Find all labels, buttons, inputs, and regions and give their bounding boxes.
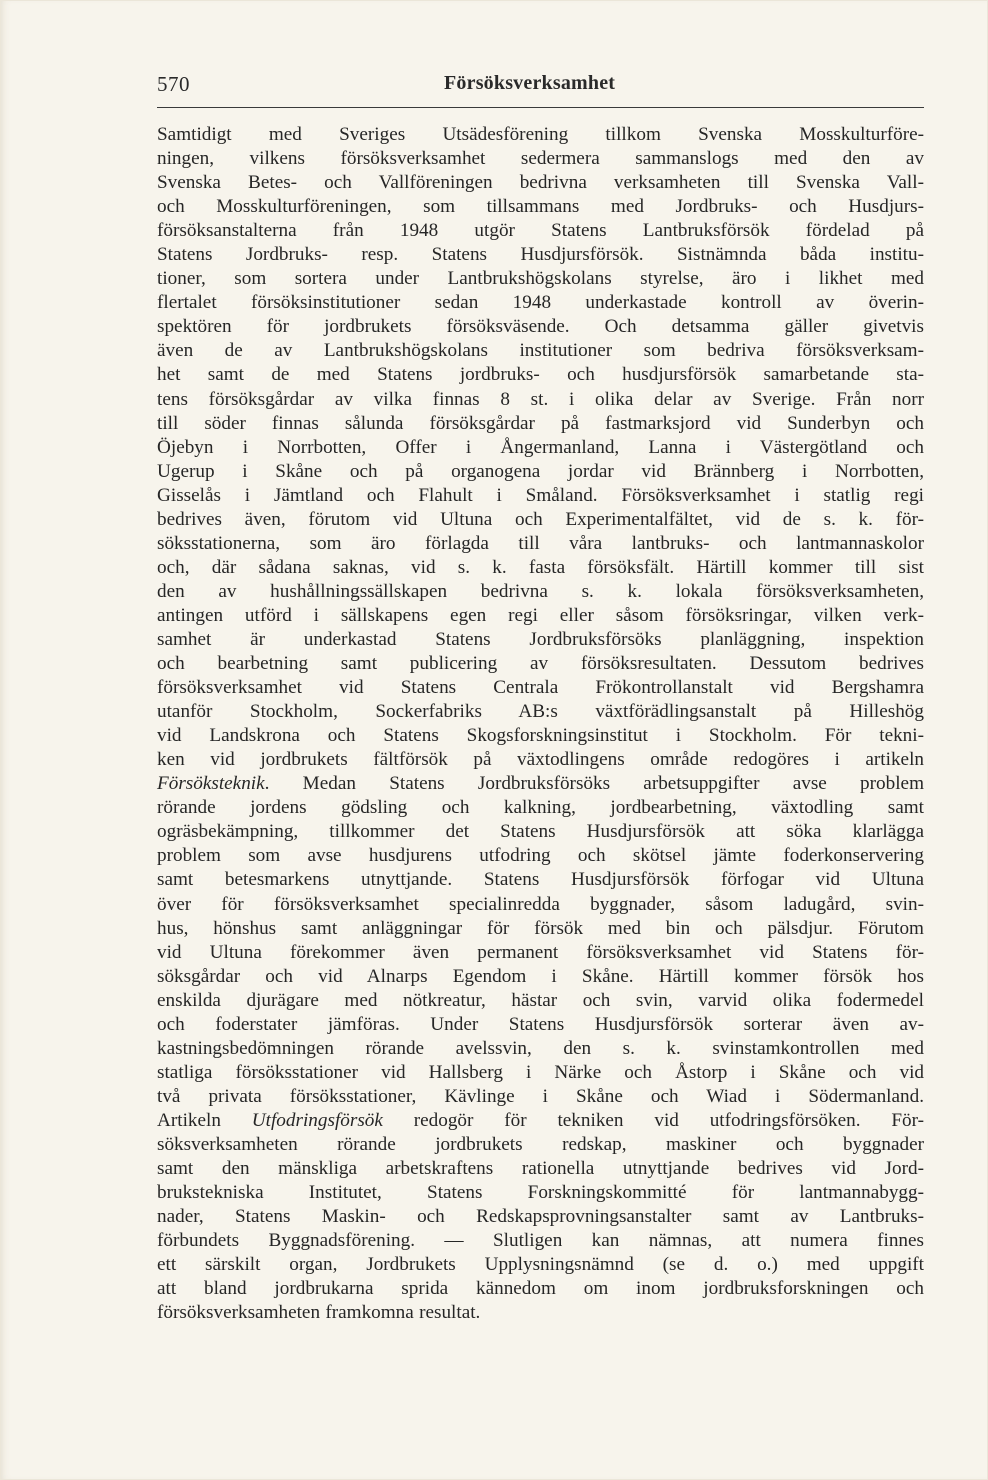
body-line: tioner, som sortera under Lantbrukshögskolans styrelse, äro i likhet med bbox=[157, 268, 924, 290]
body-line: den av hushållningssällskapen bedrivna s. k. lokala försöksverksamheten, bbox=[157, 580, 924, 602]
body-line: antingen utförd i sällskapens egen regi eller såsom försöksringar, vilken verk- bbox=[157, 604, 924, 626]
body-line: ett särskilt organ, Jordbrukets Upplysningsnämnd (se d. o.) med uppgift bbox=[157, 1254, 924, 1276]
body-line: ken vid jordbrukets fältförsök på växtodlingens område redogöres i artikeln bbox=[157, 749, 924, 771]
body-line: Ugerup i Skåne och på organogena jordar vid Brännberg i Norrbotten, bbox=[157, 460, 924, 482]
article-reference: Utfodringsförsök bbox=[251, 1109, 383, 1131]
header-rule bbox=[157, 107, 924, 108]
body-line: vid Ultuna förekommer även permanent försöksverksamhet vid Statens för- bbox=[157, 941, 924, 963]
body-line: Statens Jordbruks- resp. Statens Husdjursförsök. Sistnämnda båda institu- bbox=[157, 244, 924, 266]
body-line: Gisselås i Jämtland och Flahult i Småland. Försöksverksamhet i statlig regi bbox=[157, 484, 924, 506]
body-line: försöksanstalterna från 1948 utgör Statens Lantbruksförsök fördelad på bbox=[157, 220, 924, 242]
body-line: Försöksteknik. Medan Statens Jordbruksförsöks arbetsuppgifter avse problem bbox=[157, 773, 924, 795]
body-line: rörande jordens gödsling och kalkning, jordbearbetning, växtodling samt bbox=[157, 797, 924, 819]
body-line: Artikeln Utfodringsförsök redogör för tekniken vid utfodringsförsöken. För- bbox=[157, 1109, 924, 1131]
body-line: och bearbetning samt publicering av försöksresultaten. Dessutom bedrives bbox=[157, 653, 924, 675]
body-line: förbundets Byggnadsförening. — Slutligen kan nämnas, att numera finnes bbox=[157, 1230, 924, 1252]
article-reference: Försöksteknik bbox=[157, 773, 265, 795]
running-head bbox=[157, 70, 924, 104]
body-line: söksverksamheten rörande jordbrukets redskap, maskiner och byggnader bbox=[157, 1133, 924, 1155]
body-line: att bland jordbrukarna sprida kännedom om inom jordbruksforskningen och bbox=[157, 1278, 924, 1300]
body-line: spektören för jordbrukets försöksväsende. Och detsamma gäller givetvis bbox=[157, 316, 924, 338]
section-title: Försöksverksamhet bbox=[444, 72, 616, 94]
body-line: försöksverksamhet vid Statens Centrala Frökontrollanstalt vid Bergshamra bbox=[157, 677, 924, 699]
body-line: söksgårdar och vid Alnarps Egendom i Skåne. Härtill kommer försök hos bbox=[157, 965, 924, 987]
body-line: och, där sådana saknas, vid s. k. fasta försöksfält. Härtill kommer till sist bbox=[157, 556, 924, 578]
body-line: tens försöksgårdar av vilka finnas 8 st. i olika delar av Sverige. Från norr bbox=[157, 388, 924, 410]
body-line: Svenska Betes- och Vallföreningen bedrivna verksamheten till Svenska Vall- bbox=[157, 172, 924, 194]
body-line: samt den mänskliga arbetskraftens rationella utnyttjande bedrives vid Jord- bbox=[157, 1158, 924, 1180]
body-line: vid Landskrona och Statens Skogsforskningsinstitut i Stockholm. För tekni- bbox=[157, 725, 924, 747]
body-line: även de av Lantbrukshögskolans institutioner som bedriva försöksverksam- bbox=[157, 340, 924, 362]
body-line: bedrives även, förutom vid Ultuna och Experimentalfältet, vid de s. k. för- bbox=[157, 508, 924, 530]
body-line: nader, Statens Maskin- och Redskapsprovningsanstalter samt av Lantbruks- bbox=[157, 1206, 924, 1228]
body-line: ningen, vilkens försöksverksamhet sedermera sammanslogs med den av bbox=[157, 148, 924, 170]
body-line: försöksverksamheten framkomna resultat. bbox=[157, 1302, 481, 1324]
body-line: samt betesmarkens utnyttjande. Statens Husdjursförsök förfogar vid Ultuna bbox=[157, 869, 924, 891]
body-line: ogräsbekämpning, tillkommer det Statens Husdjursförsök att söka klarlägga bbox=[157, 821, 924, 843]
body-line: och Mosskulturföreningen, som tillsammans med Jordbruks- och Husdjurs- bbox=[157, 196, 924, 218]
body-line: enskilda djurägare med nötkreatur, hästar och svin, varvid olika fodermedel bbox=[157, 989, 924, 1011]
body-line: problem som avse husdjurens utfodring och skötsel jämte foderkonservering bbox=[157, 845, 924, 867]
body-line: flertalet försöksinstitutioner sedan 1948 underkastade kontroll av överin- bbox=[157, 292, 924, 314]
body-line: två privata försöksstationer, Kävlinge i Skåne och Wiad i Södermanland. bbox=[157, 1085, 924, 1107]
body-line: hus, hönshus samt anläggningar för försök med bin och pälsdjur. Förutom bbox=[157, 917, 924, 939]
body-line: brukstekniska Institutet, Statens Forskningskommitté för lantmannabygg- bbox=[157, 1182, 924, 1204]
body-line: utanför Stockholm, Sockerfabriks AB:s växtförädlingsanstalt på Hilleshög bbox=[157, 701, 924, 723]
body-line: statliga försöksstationer vid Hallsberg i Närke och Åstorp i Skåne och vid bbox=[157, 1061, 924, 1083]
body-line: het samt de med Statens jordbruks- och husdjursförsök samarbetande sta- bbox=[157, 364, 924, 386]
body-line: Öjebyn i Norrbotten, Offer i Ångermanland, Lanna i Västergötland och bbox=[157, 436, 924, 458]
article-body bbox=[157, 123, 924, 1325]
body-line: samhet är underkastad Statens Jordbruksförsöks planläggning, inspektion bbox=[157, 628, 924, 650]
body-line: söksstationerna, som äro förlagda till våra lantbruks- och lantmannaskolor bbox=[157, 532, 924, 554]
body-line: över för försöksverksamhet specialinredda byggnader, såsom ladugård, svin- bbox=[157, 893, 924, 915]
body-line: till söder finnas sålunda försöksgårdar på fastmarksjord vid Sunderbyn och bbox=[157, 412, 924, 434]
body-line: kastningsbedömningen rörande avelssvin, den s. k. svinstamkontrollen med bbox=[157, 1037, 924, 1059]
page-number: 570 bbox=[157, 72, 190, 96]
body-line: Samtidigt med Sveriges Utsädesförening tillkom Svenska Mosskulturföre- bbox=[157, 124, 924, 145]
body-line: och foderstater jämföras. Under Statens Husdjursförsök sorterar även av- bbox=[157, 1013, 924, 1035]
